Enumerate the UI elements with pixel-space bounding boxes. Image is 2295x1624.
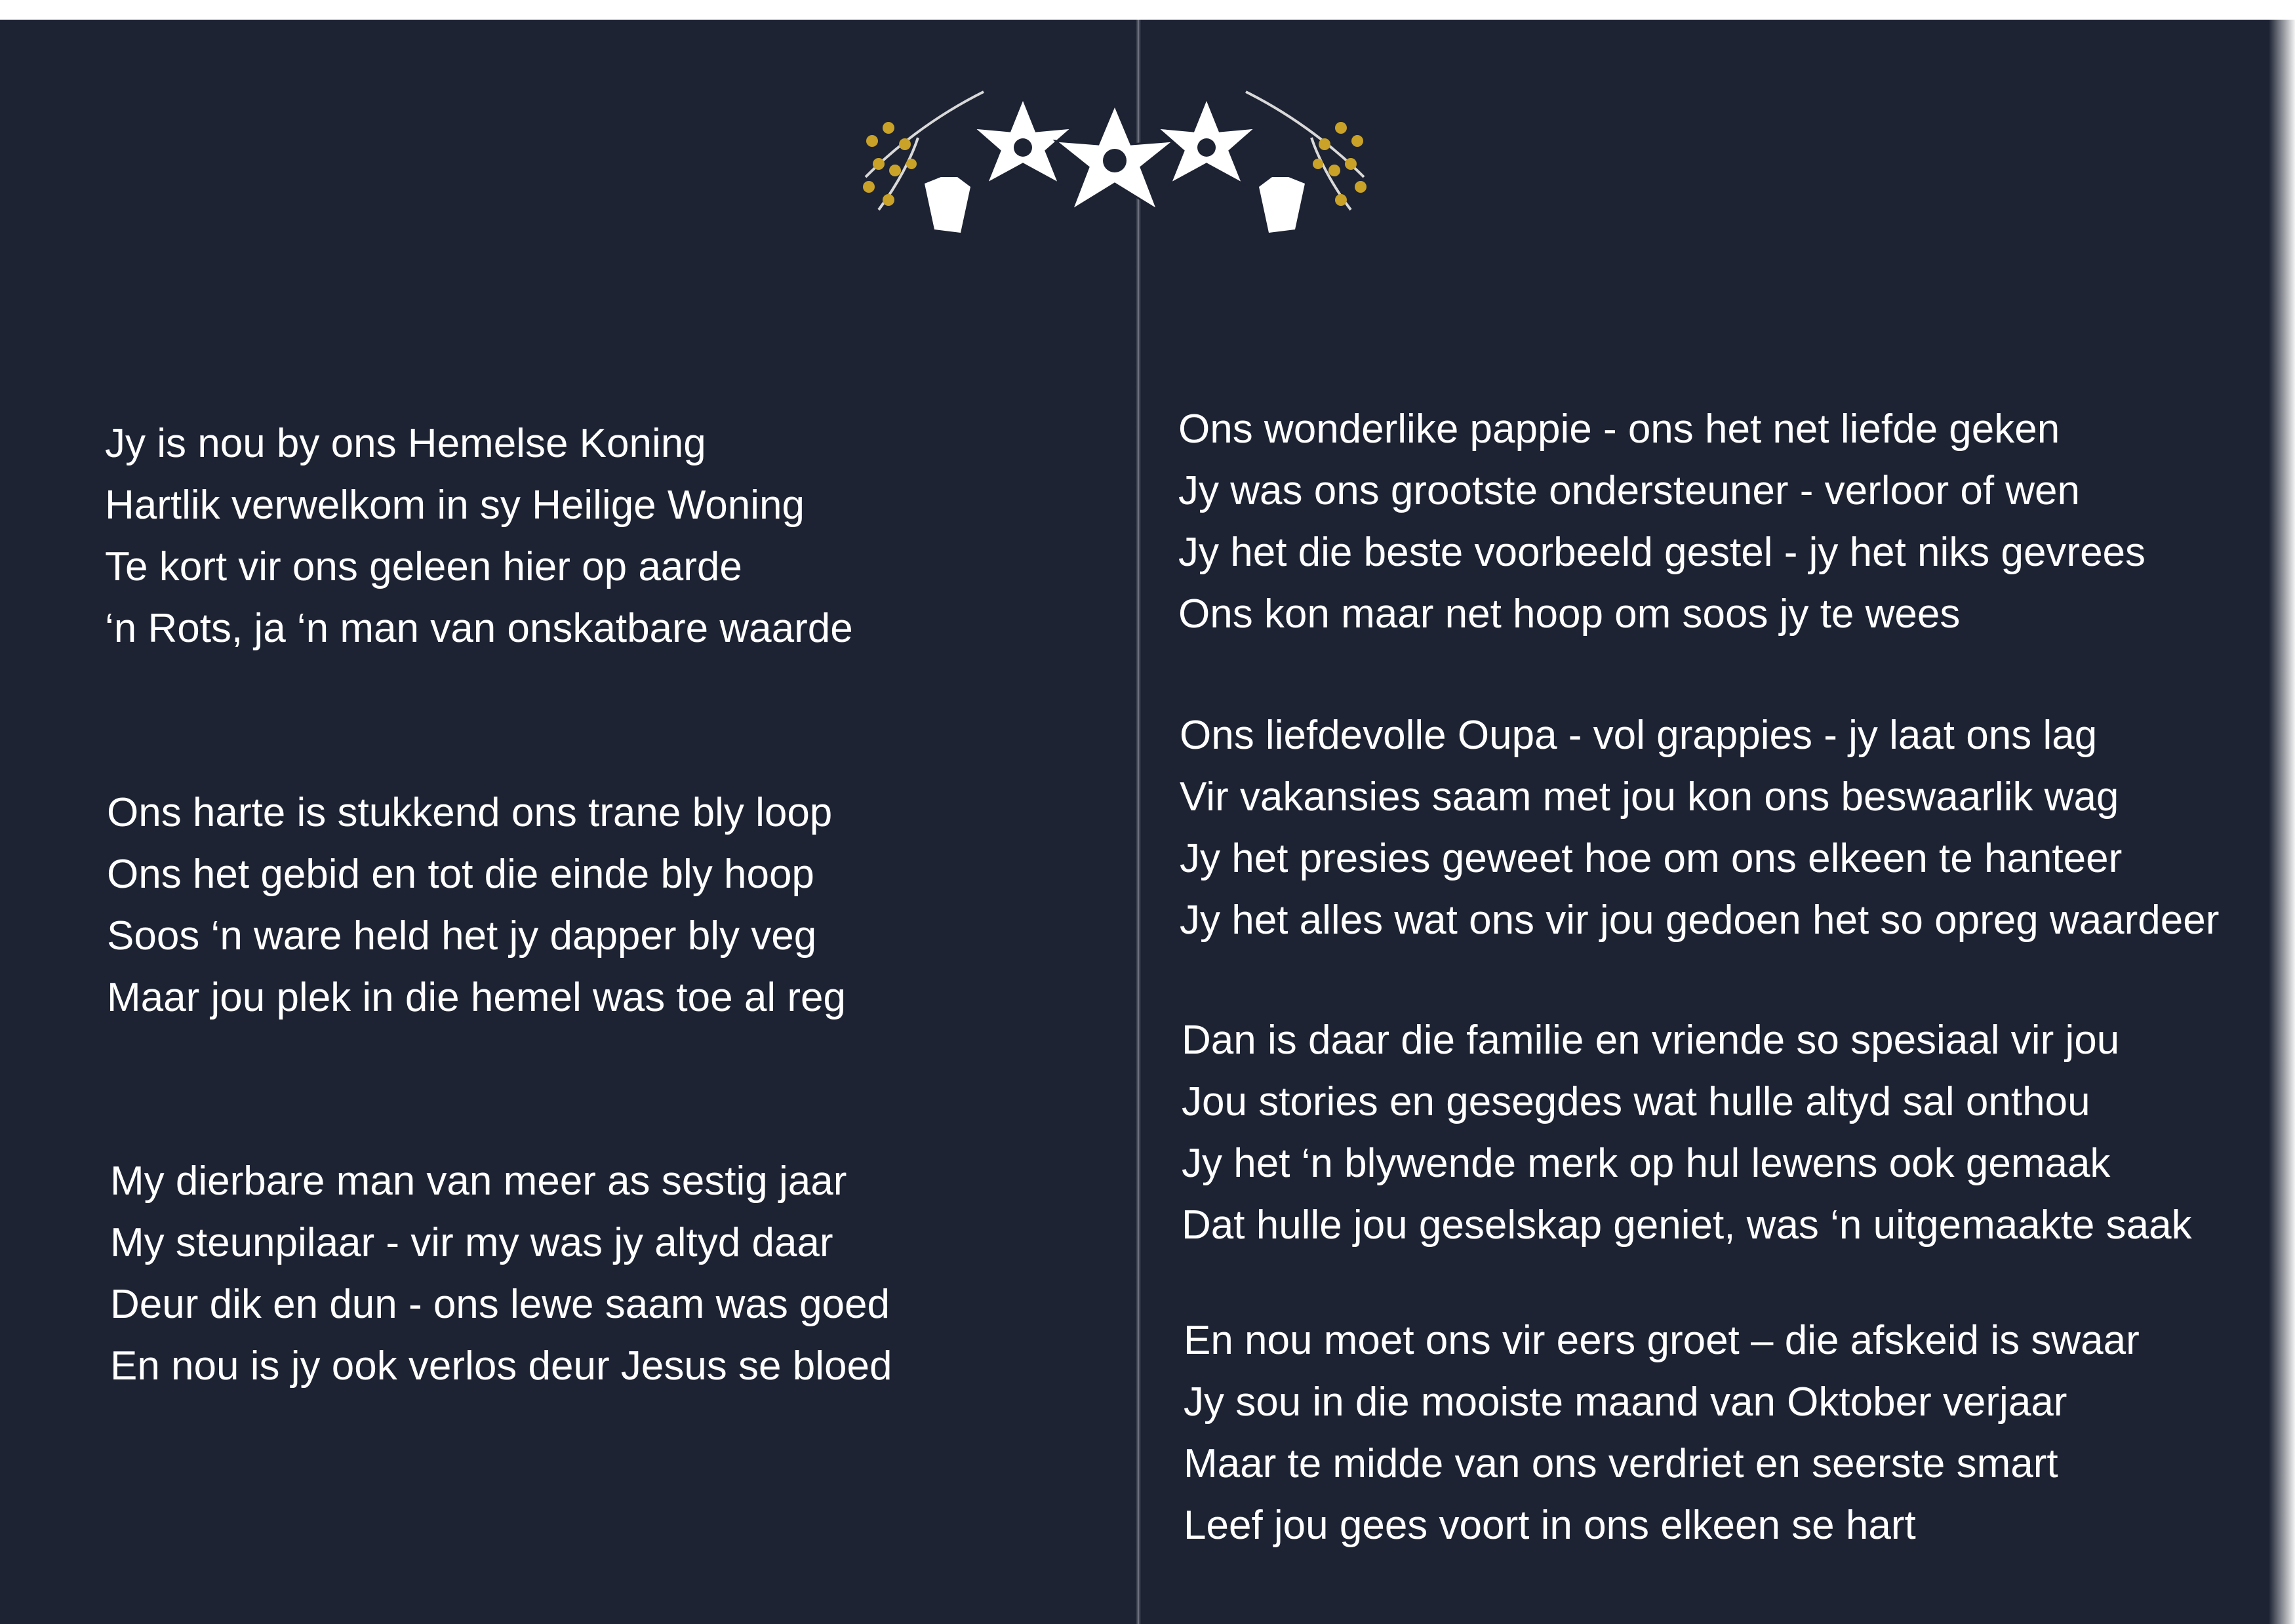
poem-line: Leef jou gees voort in ons elkeen se hart bbox=[1184, 1503, 1916, 1548]
poem-line: Vir vakansies saam met jou kon ons beswaarlik wag bbox=[1180, 774, 2119, 820]
poem-line: Jy het alles wat ons vir jou gedoen het so opreg waardeer bbox=[1180, 898, 2220, 943]
poem-line: Jy het die beste voorbeeld gestel - jy het niks gevrees bbox=[1178, 530, 2146, 575]
poem-line: Ons wonderlike pappie - ons het net liefde geken bbox=[1178, 406, 2060, 452]
poem-line: En nou moet ons vir eers groet – die afskeid is swaar bbox=[1184, 1318, 2140, 1363]
poem-line: Jy het presies geweet hoe om ons elkeen te hanteer bbox=[1180, 836, 2123, 881]
poem-line: Deur dik en dun - ons lewe saam was goed bbox=[110, 1282, 890, 1327]
poem-line: Dat hulle jou geselskap geniet, was ‘n uitgemaakte saak bbox=[1182, 1202, 2192, 1248]
left-stanza-3 bbox=[110, 1151, 892, 1397]
poem-line: Hartlik verwelkom in sy Heilige Woning bbox=[105, 483, 805, 528]
scan-edge bbox=[2269, 20, 2295, 1624]
poem-line: Ons harte is stukkend ons trane bly loop bbox=[107, 790, 833, 835]
poem-line: Ons liefdevolle Oupa - vol grappies - jy laat ons lag bbox=[1180, 713, 2098, 758]
poem-line: En nou is jy ook verlos deur Jesus se bloed bbox=[110, 1343, 892, 1389]
poem-line: My dierbare man van meer as sestig jaar bbox=[110, 1159, 847, 1204]
right-stanza-3 bbox=[1182, 1010, 2192, 1256]
poem-line: Jou stories en gesegdes wat hulle altyd sal onthou bbox=[1182, 1079, 2090, 1124]
right-stanza-1 bbox=[1178, 399, 2145, 645]
right-stanza-4 bbox=[1184, 1310, 2140, 1556]
poem-line: My steunpilaar - vir my was jy altyd daar bbox=[110, 1220, 833, 1265]
left-stanza-2 bbox=[107, 782, 846, 1029]
left-stanza-1 bbox=[105, 413, 853, 660]
poem-line: Jy het ‘n blywende merk op hul lewens ook gemaak bbox=[1182, 1141, 2111, 1186]
poem-line: Te kort vir ons geleen hier op aarde bbox=[105, 544, 742, 589]
poem-line: Ons het gebid en tot die einde bly hoop bbox=[107, 852, 814, 897]
right-stanza-2 bbox=[1180, 705, 2219, 951]
poem-line: Ons kon maar net hoop om soos jy te wees bbox=[1178, 591, 1961, 637]
poem-line: Soos ‘n ware held het jy dapper bly veg bbox=[107, 913, 817, 959]
poem-line: Jy was ons grootste ondersteuner - verloor of wen bbox=[1178, 468, 2081, 513]
poem-line: Maar te midde van ons verdriet en seerste smart bbox=[1184, 1441, 2058, 1486]
floral-garland-icon bbox=[852, 79, 1377, 249]
poem-line: ‘n Rots, ja ‘n man van onskatbare waarde bbox=[105, 606, 853, 651]
poem-line: Jy sou in die mooiste maand van Oktober verjaar bbox=[1184, 1379, 2067, 1425]
poem-line: Jy is nou by ons Hemelse Koning bbox=[105, 421, 706, 466]
poem-line: Dan is daar die familie en vriende so spesiaal vir jou bbox=[1182, 1018, 2120, 1063]
center-fold bbox=[1135, 20, 1142, 1624]
poem-line: Maar jou plek in die hemel was toe al reg bbox=[107, 975, 846, 1020]
